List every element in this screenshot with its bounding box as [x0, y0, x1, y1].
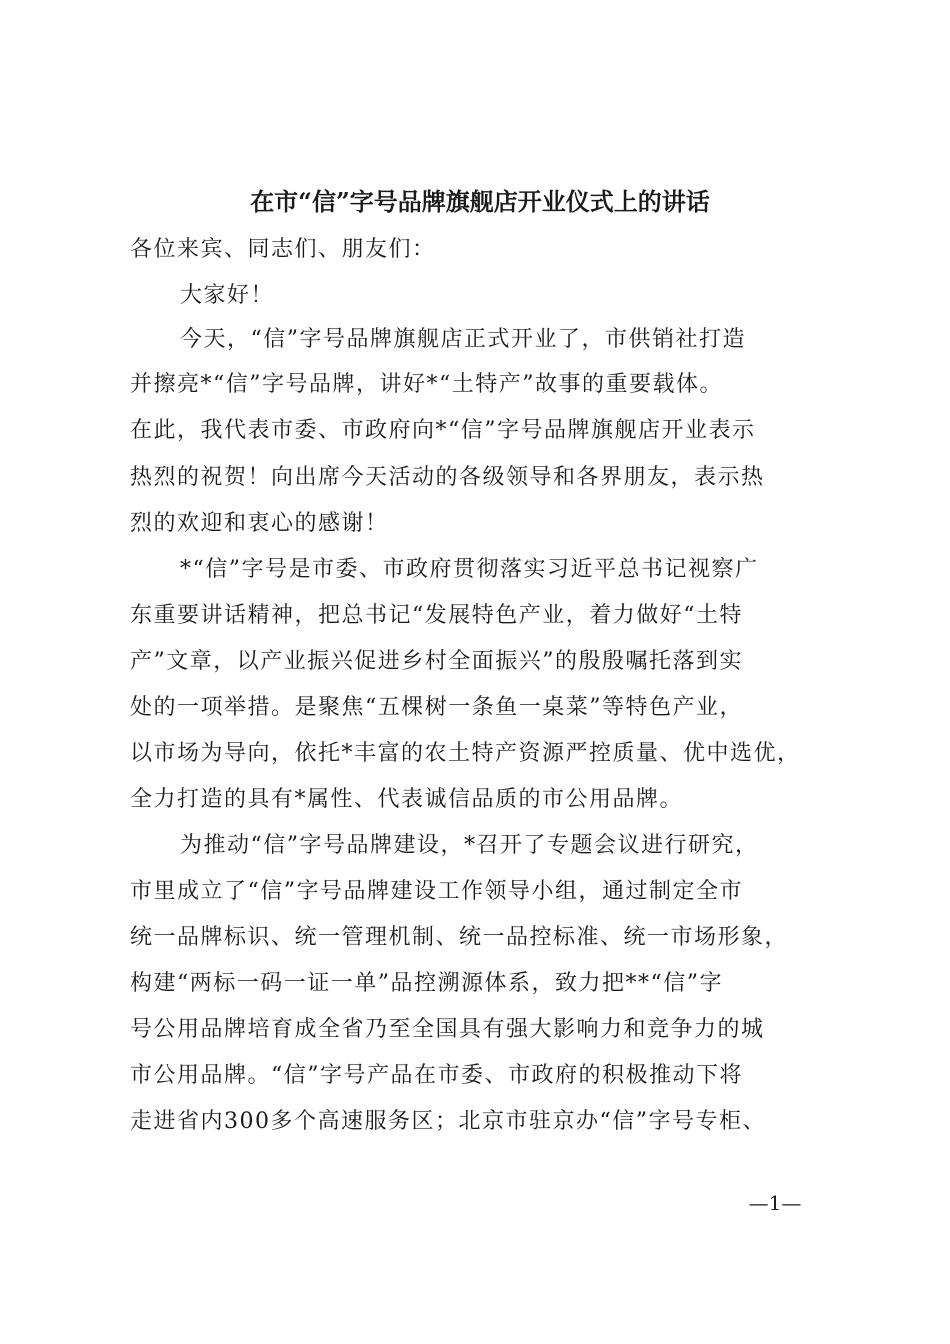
paragraph-1-line-1: 今天，“信”字号品牌旗舰店正式开业了，市供销社打造: [180, 327, 746, 352]
paragraph-2-line-4: 处的一项举措。是聚焦“五棵树一条鱼一桌菜”等特色产业，: [130, 695, 743, 720]
greeting-line: 大家好！: [180, 283, 275, 308]
paragraph-3-line-6: 市公用品牌。“信”字号产品在市委、市政府的积极推动下将: [130, 1063, 743, 1088]
paragraph-2-line-6: 全力打造的具有*属性、代表诚信品质的市公用品牌。: [130, 787, 684, 812]
paragraph-3-line-1: 为推动“信”字号品牌建设，*召开了专题会议进行研究，: [180, 833, 759, 858]
paragraph-3-line-2: 市里成立了“信”字号品牌建设工作领导小组，通过制定全市: [130, 879, 743, 904]
paragraph-2-line-1: *“信”字号是市委、市政府贯彻落实习近平总书记视察广: [180, 557, 759, 582]
paragraph-1-line-5: 烈的欢迎和衷心的感谢！: [130, 511, 389, 536]
paragraph-1-line-2: 并擦亮*“信”字号品牌，讲好*“土特产”故事的重要载体。: [130, 372, 723, 397]
paragraph-1-line-3: 在此，我代表市委、市政府向*“信”字号品牌旗舰店开业表示: [130, 418, 756, 443]
document-title: 在市“信”字号品牌旗舰店开业仪式上的讲话: [250, 187, 710, 216]
paragraph-3-line-5: 号公用品牌培育成全省乃至全国具有强大影响力和竞争力的城: [130, 1017, 765, 1042]
paragraph-3-line-7: 走进省内300多个高速服务区；北京市驻京办“信”字号专柜、: [130, 1109, 766, 1134]
paragraph-2-line-3: 产”文章，以产业振兴促进乡村全面振兴”的殷殷嘱托落到实: [130, 649, 743, 674]
paragraph-2-line-5: 以市场为导向，依托*丰富的农土特产资源严控质量、优中选优，: [130, 741, 801, 766]
page-number: —1—: [748, 1191, 802, 1215]
paragraph-2-line-2: 东重要讲话精神，把总书记“发展特色产业，着力做好“土特: [130, 603, 743, 628]
paragraph-3-line-4: 构建“两标一码一证一单”品控溯源体系，致力把**“信”字: [130, 971, 723, 996]
salutation-line: 各位来宾、同志们、朋友们：: [130, 237, 436, 262]
paragraph-3-line-3: 统一品牌标识、统一管理机制、统一品控标准、统一市场形象，: [130, 925, 789, 950]
paragraph-1-line-4: 热烈的祝贺！向出席今天活动的各级领导和各界朋友，表示热: [130, 465, 765, 490]
